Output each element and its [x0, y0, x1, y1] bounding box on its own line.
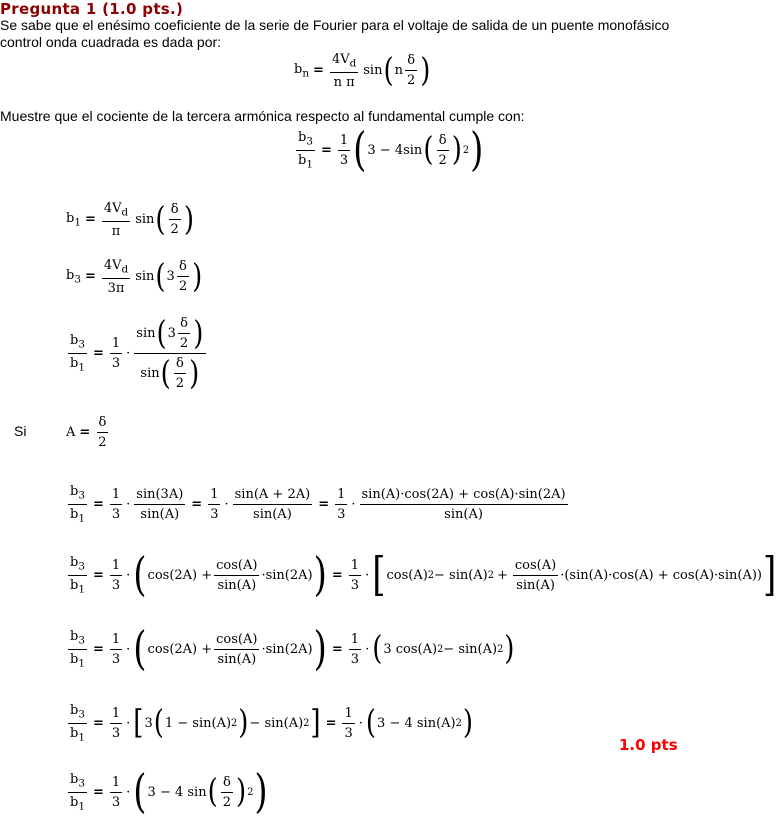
formula-target-ratio: $\frac{b_3}{b_1}$ = $\frac{1}{3}$ ( 3 − 4sin ( $\frac{\delta}{2}$ ) 2 ): [298, 123, 484, 178]
instruction-text: Muestre que el cociente de la tercera armónica respecto al fundamental cumple con:: [0, 108, 525, 124]
formula-ratio-sines: $\frac{b_3}{b_1}$ = $\frac{1}{3}$ · sin ( 3 $\frac{\delta}{2}$ ) sin ( $\frac{\delta}{2}$ ): [66, 316, 208, 391]
intro-text: Se sabe que el enésimo coeficiente de la serie de Fourier para el voltaje de salida de un puente monofásico control onda cuadrada es dada por:: [0, 17, 670, 50]
si-label: Si: [14, 423, 27, 439]
formula-step-5: $\frac{b_3}{b_1}$ = $\frac{1}{3}$ · ( 3 − 4 sin ( $\frac{\delta}{2}$ ) 2 ): [70, 765, 268, 819]
formula-step-2: $\frac{b_3}{b_1}$ = $\frac{1}{3}$ · ( cos(2A) + $\frac{\cos(A)}{\sin(A)}$ ·sin(2A) ) = $\frac{1}{3}$ · [ cos(A) 2 − sin(A) 2 + $\frac{\cos(A)}{\sin(A)}$ ·(sin(A)·cos(A) + cos(A)·sin(A)) ]: [70, 548, 777, 603]
score-label: 1.0 pts: [619, 736, 678, 754]
formula-bn: $b_n$ = $\frac{4V_d}{\text{n π}}$ sin ( n $\frac{\delta}{2}$ ): [294, 52, 431, 90]
formula-step-3: $\frac{b_3}{b_1}$ = $\frac{1}{3}$ · ( cos(2A) + $\frac{\cos(A)}{\sin(A)}$ ·sin(2A) ) = $\frac{1}{3}$ · ( 3 cos(A) 2 − sin(A) 2 ): [70, 622, 515, 677]
formula-b1: $b_1$ = $\frac{4V_d}{\pi}$ sin ( $\frac{\delta}{2}$ ): [66, 201, 194, 239]
formula-step-1: $\frac{b_3}{b_1}$ = $\frac{1}{3}$ · $\frac{\sin(3A)}{\sin(A)}$ = $\frac{1}{3}$ · $\frac{\sin(A + 2A)}{\sin(A)}$ = $\frac{1}{3}$ · $\frac{\sin(A)\cdot\cos(2A) + \cos(A)\cdot\sin(2A)}{\sin(A)}$: [70, 484, 566, 525]
formula-b3: $b_3$ = $\frac{4V_d}{3\pi}$ sin ( 3 $\frac{\delta}{2}$ ): [66, 258, 203, 296]
question-heading: Pregunta 1 (1.0 pts.): [0, 0, 184, 18]
formula-step-4: $\frac{b_3}{b_1}$ = $\frac{1}{3}$ · [ 3 ( 1 − sin(A) 2 ) − sin(A) 2 ] = $\frac{1}{3}$ · ( 3 − 4 sin(A) 2 ): [70, 703, 473, 744]
formula-A-definition: A = $\frac{\delta}{2}$: [66, 415, 107, 450]
